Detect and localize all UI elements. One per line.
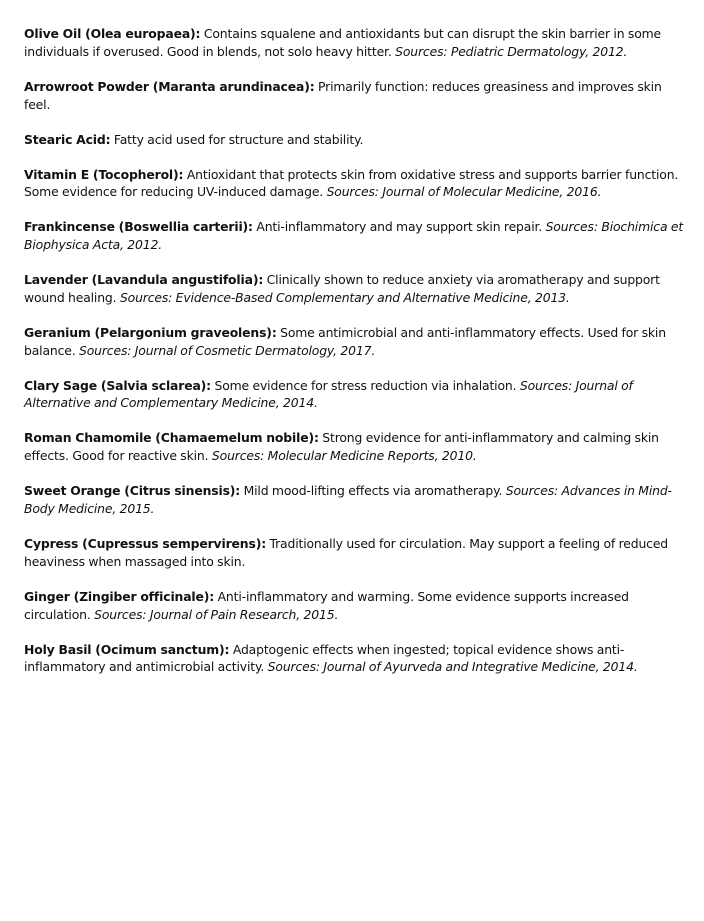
ingredient-list xyxy=(24,25,684,693)
ingredient-description: Primarily function: reduces greasiness and improves skin feel. xyxy=(24,78,662,112)
ingredient-entry xyxy=(24,131,684,149)
ingredient-entry xyxy=(24,588,684,624)
ingredient-entry xyxy=(24,377,684,413)
ingredient-sources: Sources: Journal of Ayurveda and Integrative Medicine, 2014. xyxy=(267,659,638,675)
ingredient-description: Some evidence for stress reduction via inhalation. xyxy=(211,377,520,393)
ingredient-entry xyxy=(24,324,684,360)
ingredient-name: Arrowroot Powder (Maranta arundinacea): xyxy=(24,78,315,94)
ingredient-description: Traditionally used for circulation. May support a feeling of reduced heaviness when massaged into skin. xyxy=(24,536,669,569)
ingredient-entry xyxy=(24,78,684,114)
ingredient-name: Vitamin E (Tocopherol): xyxy=(24,166,184,182)
ingredient-sources: Sources: Journal of Cosmetic Dermatology, 2017. xyxy=(79,342,376,358)
ingredient-sources: Sources: Journal of Molecular Medicine, 2016. xyxy=(326,184,602,200)
ingredient-sources: Sources: Journal of Alternative and Complementary Medicine, 2014. xyxy=(24,377,633,411)
ingredient-description: Clinically shown to reduce anxiety via aromatherapy and support wound healing. xyxy=(24,272,660,305)
ingredient-name: Sweet Orange (Citrus sinensis): xyxy=(24,483,241,499)
ingredient-description: Adaptogenic effects when ingested; topical evidence shows anti-inflammatory and antimicrobial activity. xyxy=(24,641,625,675)
ingredient-name: Clary Sage (Salvia sclarea): xyxy=(24,377,211,393)
ingredient-description: Fatty acid used for structure and stability. xyxy=(110,131,364,147)
ingredient-description: Mild mood-lifting effects via aromatherapy. xyxy=(240,483,506,499)
ingredient-sources: Sources: Molecular Medicine Reports, 2010. xyxy=(211,448,477,464)
ingredient-sources: Sources: Biochimica et Biophysica Acta, 2012. xyxy=(24,219,684,253)
ingredient-sources: Sources: Pediatric Dermatology, 2012. xyxy=(395,43,628,59)
ingredient-name: Holy Basil (Ocimum sanctum): xyxy=(24,641,230,657)
ingredient-description: Antioxidant that protects skin from oxidative stress and supports barrier function. Some evidence for reducing UV-induced damage. xyxy=(24,166,679,200)
ingredient-entry xyxy=(24,166,684,202)
ingredient-entry xyxy=(24,535,684,571)
ingredient-name: Lavender (Lavandula angustifolia): xyxy=(24,272,264,288)
ingredient-entry xyxy=(24,218,684,254)
ingredient-entry xyxy=(24,271,684,307)
ingredient-description: Some antimicrobial and anti-inflammatory effects. Used for skin balance. xyxy=(24,324,666,358)
ingredient-name: Geranium (Pelargonium graveolens): xyxy=(24,324,277,340)
ingredient-name: Roman Chamomile (Chamaemelum nobile): xyxy=(24,430,319,446)
ingredient-entry xyxy=(24,641,684,677)
ingredient-sources: Sources: Journal of Pain Research, 2015. xyxy=(94,606,339,622)
ingredient-name: Stearic Acid: xyxy=(24,131,111,147)
ingredient-entry xyxy=(24,429,684,465)
ingredient-entry xyxy=(24,482,684,518)
ingredient-description: Anti-inflammatory and may support skin repair. xyxy=(252,219,546,235)
ingredient-name: Ginger (Zingiber officinale): xyxy=(24,588,215,604)
ingredient-description: Contains squalene and antioxidants but can disrupt the skin barrier in some individuals if overused. Good in blends, not solo heavy hitter. xyxy=(24,26,662,59)
ingredient-entry xyxy=(24,25,684,61)
ingredient-description: Anti-inflammatory and warming. Some evidence supports increased circulation. xyxy=(24,588,629,622)
ingredient-sources: Sources: Evidence-Based Complementary and Alternative Medicine, 2013. xyxy=(119,289,570,305)
ingredient-name: Frankincense (Boswellia carterii): xyxy=(24,219,253,235)
ingredient-name: Olive Oil (Olea europaea): xyxy=(24,26,201,41)
ingredient-sources: Sources: Advances in Mind-Body Medicine, 2015. xyxy=(24,483,672,517)
ingredient-name: Cypress (Cupressus sempervirens): xyxy=(24,536,267,552)
ingredient-description: Strong evidence for anti-inflammatory and calming skin effects. Good for reactive skin. xyxy=(24,430,659,464)
